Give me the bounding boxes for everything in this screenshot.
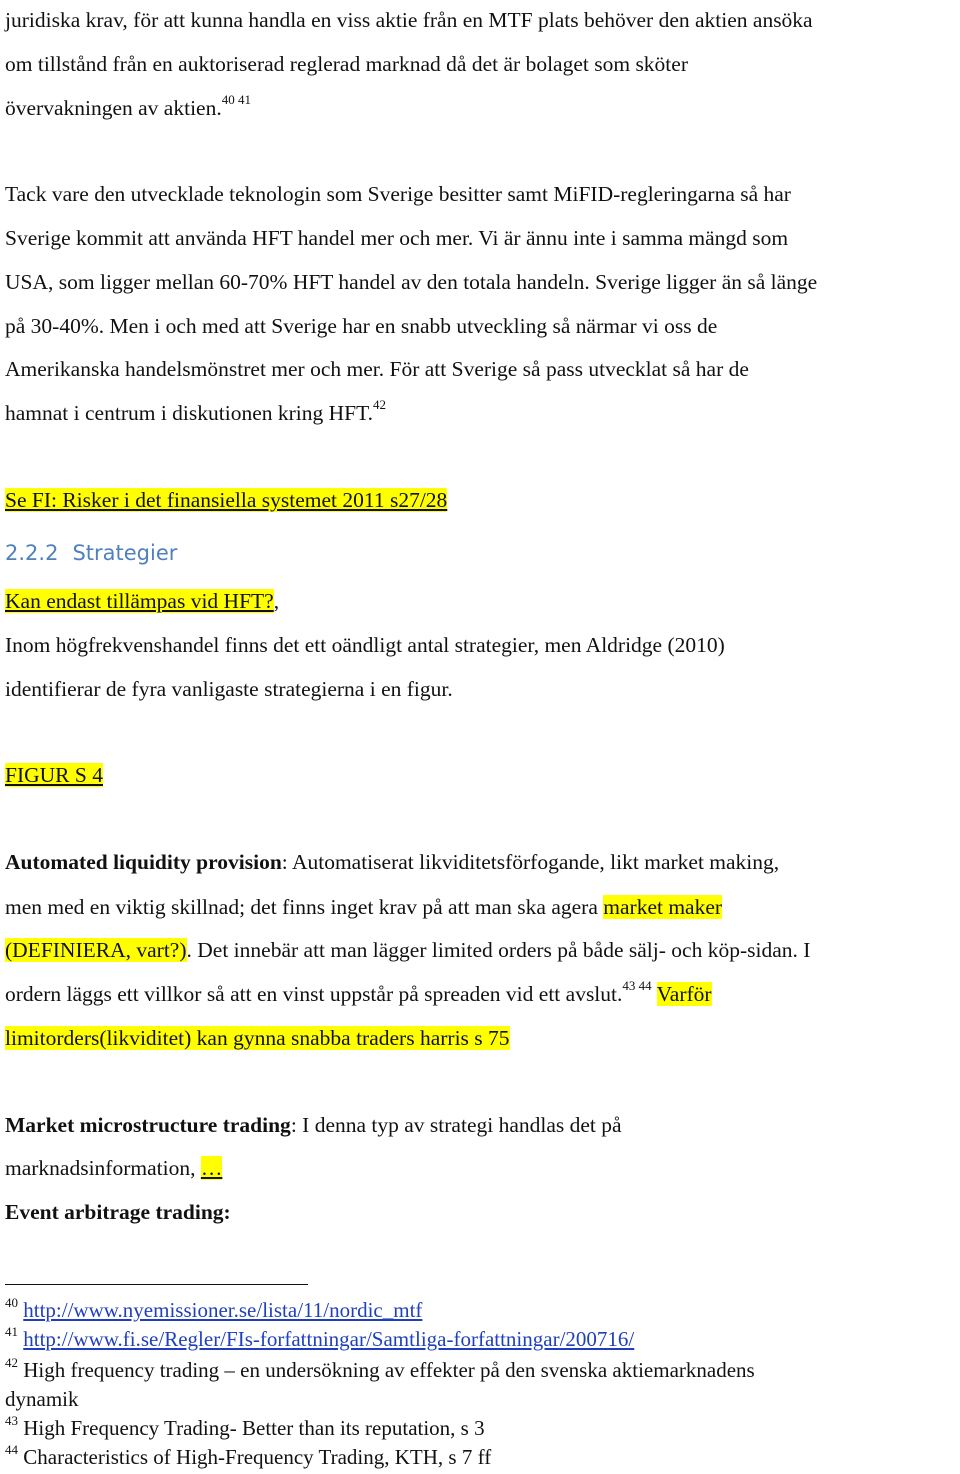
body-text: men med en viktig skillnad; det finns inget krav på att man ska agera bbox=[5, 895, 604, 919]
footnote-text: High Frequency Trading- Better than its reputation, s 3 bbox=[23, 1416, 485, 1440]
footnote-link[interactable]: http://www.fi.se/Regler/FIs-forfattningar/Samtliga-forfattningar/200716/ bbox=[23, 1327, 635, 1351]
body-line bbox=[5, 977, 712, 1007]
body-line bbox=[5, 396, 387, 426]
section-heading bbox=[5, 541, 177, 565]
footnote-link[interactable]: http://www.nyemissioner.se/lista/11/nordic_mtf bbox=[23, 1298, 423, 1322]
highlighted-note bbox=[5, 487, 447, 513]
footnote bbox=[5, 1413, 485, 1440]
footnote-number: 43 bbox=[5, 1413, 18, 1428]
highlighted-text: Varför bbox=[656, 982, 712, 1006]
body-line bbox=[5, 588, 279, 614]
body-text: ordern läggs ett villkor så att en vinst uppstår på spreaden vid ett avslut. bbox=[5, 982, 623, 1006]
footnote bbox=[5, 1324, 635, 1351]
note-text: Se FI: Risker i det finansiella systemet 2011 s27/28 bbox=[5, 488, 448, 512]
footnote bbox=[5, 1442, 492, 1469]
footnote: dynamik bbox=[5, 1387, 79, 1411]
body-line: juridiska krav, för att kunna handla en viss aktie från en MTF plats behöver den aktien ansöka bbox=[5, 8, 813, 32]
body-line: identifierar de fyra vanligaste strategierna i en figur. bbox=[5, 677, 453, 701]
body-line: på 30-40%. Men i och med att Sverige har en snabb utveckling så närmar vi oss de bbox=[5, 314, 718, 338]
term-heading: Market microstructure trading bbox=[5, 1113, 291, 1137]
footnote bbox=[5, 1355, 755, 1382]
section-number: 2.2.2 bbox=[5, 541, 59, 565]
highlighted-text: market maker bbox=[603, 895, 723, 919]
highlighted-question: Kan endast tillämpas vid HFT? bbox=[5, 589, 274, 613]
highlighted-text: limitorders(likviditet) kan gynna snabba traders harris s 75 bbox=[5, 1026, 510, 1050]
body-text: hamnat i centrum i diskutionen kring HFT. bbox=[5, 401, 374, 425]
footnote-number: 41 bbox=[5, 1324, 18, 1339]
body-line: om tillstånd från en auktoriserad reglerad marknad då det är bolaget som sköter bbox=[5, 52, 688, 76]
body-text: : I denna typ av strategi handlas det på bbox=[290, 1113, 622, 1137]
footnote-ref[interactable]: 40 41 bbox=[221, 91, 251, 107]
body-line: Amerikanska handelsmönstret mer och mer. För att Sverige så pass utvecklat så har de bbox=[5, 357, 749, 381]
footnote-number: 44 bbox=[5, 1442, 18, 1457]
body-line bbox=[5, 937, 810, 963]
body-line: Tack vare den utvecklade teknologin som Sverige besitter samt MiFID-regleringarna så har bbox=[5, 182, 791, 206]
body-line: Sverige kommit att använda HFT handel mer och mer. Vi är ännu inte i samma mängd som bbox=[5, 226, 789, 250]
footnote-ref[interactable]: 42 bbox=[373, 396, 387, 412]
body-line bbox=[5, 849, 779, 875]
term-heading: Automated liquidity provision bbox=[5, 850, 282, 874]
figure-label: FIGUR S 4 bbox=[5, 763, 103, 787]
footnote-number: 40 bbox=[5, 1295, 18, 1310]
body-line bbox=[5, 1025, 510, 1051]
body-text: övervakningen av aktien. bbox=[5, 96, 222, 120]
body-text: . Det innebär att man lägger limited orders på både sälj- och köp-sidan. I bbox=[186, 938, 811, 962]
term-heading: Event arbitrage trading: bbox=[5, 1200, 231, 1224]
footnote-text: Characteristics of High-Frequency Trading, KTH, s 7 ff bbox=[23, 1445, 492, 1469]
body-text: : Automatiserat likviditetsförfogande, likt market making, bbox=[281, 850, 780, 874]
body-line bbox=[5, 1155, 222, 1181]
body-text: marknadsinformation, bbox=[5, 1156, 201, 1180]
body-text: , bbox=[273, 589, 280, 613]
highlighted-text: … bbox=[200, 1156, 223, 1180]
figure-placeholder bbox=[5, 762, 103, 788]
footnote bbox=[5, 1295, 423, 1322]
footnote-number: 42 bbox=[5, 1355, 18, 1370]
footnote-ref[interactable]: 43 44 bbox=[622, 977, 652, 993]
body-line bbox=[5, 894, 722, 920]
body-line bbox=[5, 91, 251, 121]
footnote-separator bbox=[5, 1284, 308, 1285]
body-line: Inom högfrekvenshandel finns det ett oändligt antal strategier, men Aldridge (2010) bbox=[5, 633, 725, 657]
highlighted-text: (DEFINIERA, vart?) bbox=[5, 938, 187, 962]
section-title: Strategier bbox=[72, 541, 178, 565]
body-line bbox=[5, 1112, 622, 1138]
body-line: USA, som ligger mellan 60-70% HFT handel av den totala handeln. Sverige ligger än så länge bbox=[5, 270, 818, 294]
footnote-text: High frequency trading – en undersökning av effekter på den svenska aktiemarknadens bbox=[23, 1358, 755, 1382]
